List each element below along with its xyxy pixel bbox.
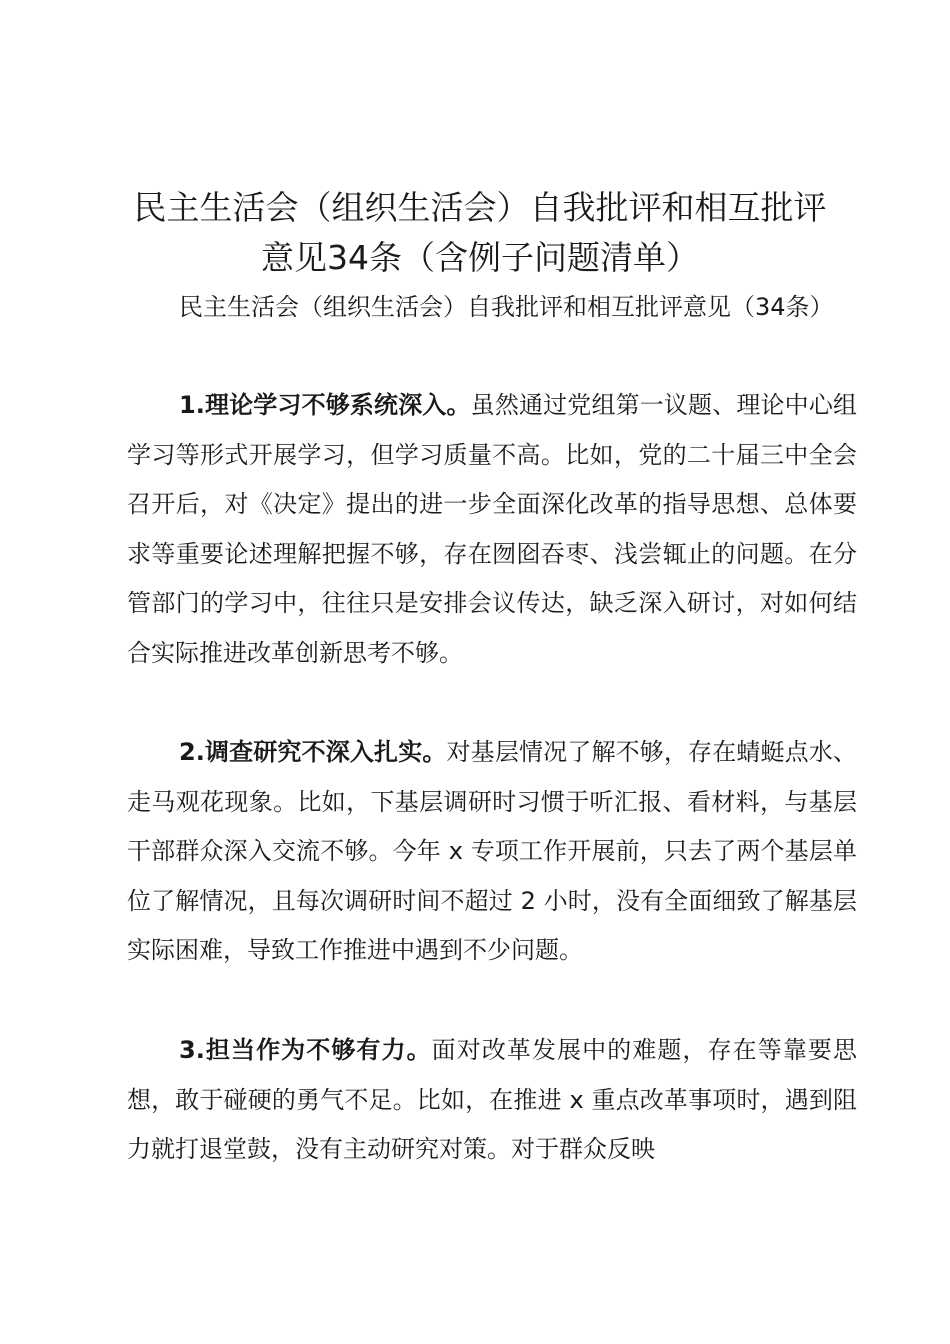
item-heading: 3.担当作为不够有力。 bbox=[179, 1036, 432, 1064]
document-subtitle: 民主生活会（组织生活会）自我批评和相互批评意见（34条） bbox=[179, 293, 834, 321]
item-heading: 2.调查研究不深入扎实。 bbox=[179, 738, 447, 766]
criticism-item bbox=[127, 1026, 857, 1175]
item-body: 虽然通过党组第一议题、理论中心组学习等形式开展学习，但学习质量不高。比如，党的二十届三中全会召开后，对《决定》提出的进一步全面深化改革的指导思想、总体要求等重要论述理解把握不够，存在囫囵吞枣、浅尝辄止的问题。在分管部门的学习中，往往只是安排会议传达，缺乏深入研讨，对如何结合实际推进改革创新思考不够。 bbox=[127, 391, 857, 667]
document-title: 民主生活会（组织生活会）自我批评和相互批评意见34条（含例子问题清单） bbox=[133, 188, 827, 277]
item-body: 对基层情况了解不够，存在蜻蜓点水、走马观花现象。比如，下基层调研时习惯于听汇报、看材料，与基层干部群众深入交流不够。今年 x 专项工作开展前，只去了两个基层单位了解情况，且每次调研时间不超过 2 小时，没有全面细致了解基层实际困难，导致工作推进中遇到不少问题。 bbox=[127, 738, 857, 964]
item-heading: 1.理论学习不够系统深入。 bbox=[179, 391, 471, 419]
item-body: 面对改革发展中的难题，存在等靠要思想，敢于碰硬的勇气不足。比如，在推进 x 重点改革事项时，遇到阻力就打退堂鼓，没有主动研究对策。对于群众反映 bbox=[127, 1036, 857, 1163]
criticism-item bbox=[127, 728, 857, 976]
criticism-item bbox=[127, 381, 857, 678]
